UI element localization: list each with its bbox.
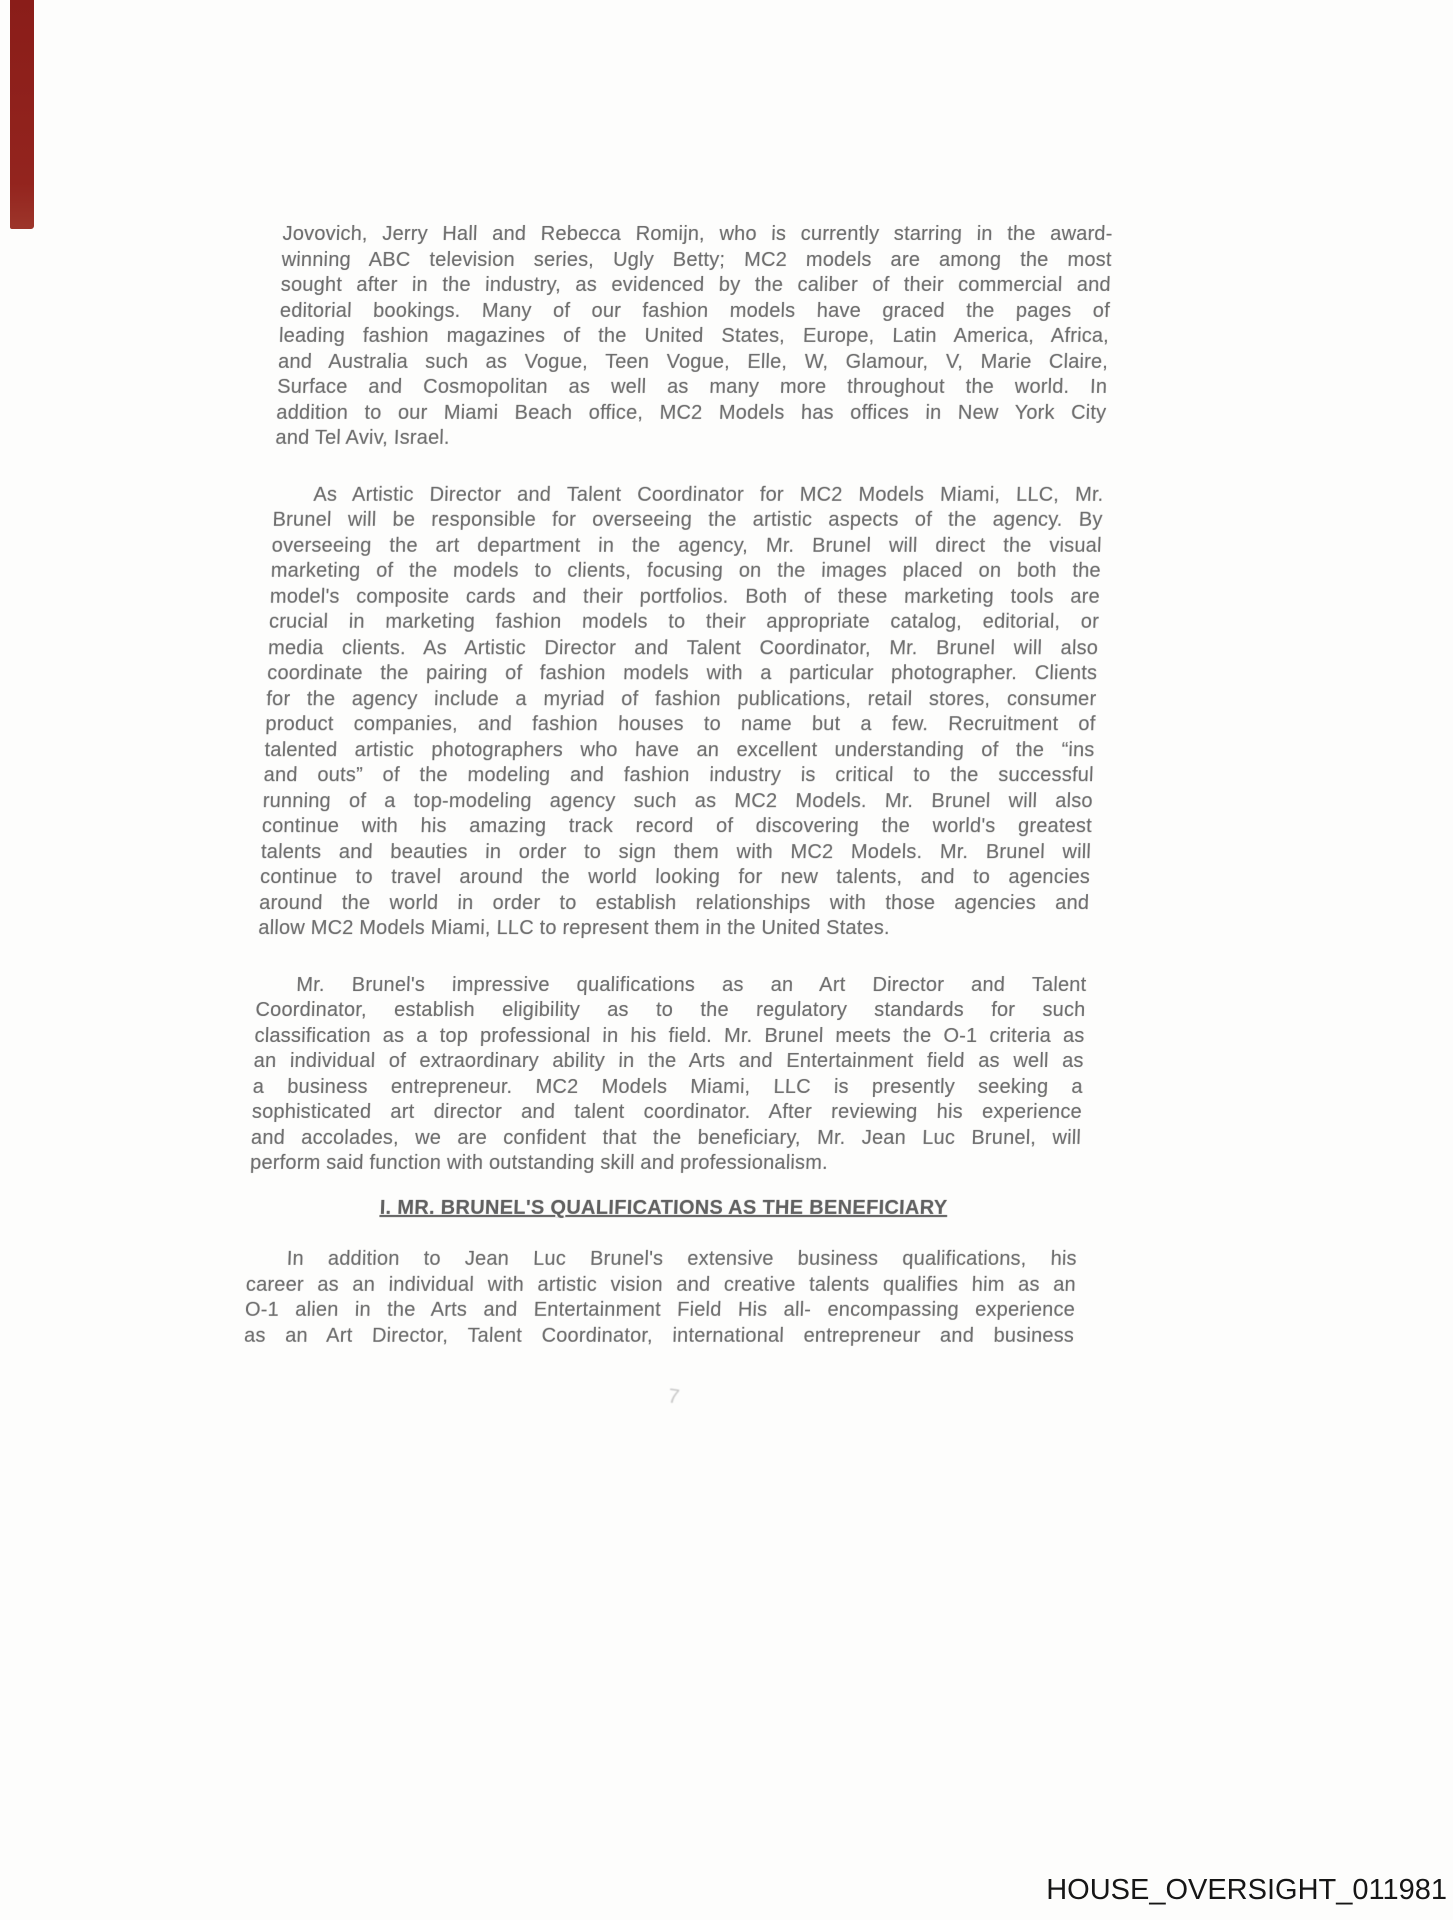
text-line: O-1 alien in the Arts and Entertainment Field His all- encompassing experience <box>244 1299 1076 1321</box>
text-line: Coordinator, establish eligibility as to the regulatory standards for such <box>255 999 1086 1021</box>
text-line: In addition to Jean Luc Brunel's extensive business qualifications, his <box>286 1248 1078 1270</box>
text-line: marketing of the models to clients, focusing on the images placed on both the <box>270 560 1102 582</box>
text-line: Brunel will be responsible for overseeing the artistic aspects of the agency. By <box>272 509 1103 531</box>
text-line: sought after in the industry, as evidenced by the caliber of their commercial and <box>280 274 1112 296</box>
text-line: talents and beauties in order to sign them with MC2 Models. Mr. Brunel will <box>260 840 1092 863</box>
text-line: leading fashion magazines of the United States, Europe, Latin America, Africa, <box>278 325 1110 347</box>
red-scan-mark <box>10 0 34 229</box>
text-line: and Australia such as Vogue, Teen Vogue, Elle, W, Glamour, V, Marie Claire, <box>277 350 1109 373</box>
text-line: Jovovich, Jerry Hall and Rebecca Romijn, who is currently starring in the award- <box>282 223 1113 245</box>
text-line: crucial in marketing fashion models to their appropriate catalog, editorial, or <box>268 611 1100 633</box>
document-body <box>243 222 1113 1380</box>
page-number: 7 <box>666 1385 681 1409</box>
section-heading: I. MR. BRUNEL'S QUALIFICATIONS AS THE BENEFICIARY <box>379 1196 948 1219</box>
text-line: coordinate the pairing of fashion models with a particular photographer. Clients <box>266 662 1098 684</box>
text-line: editorial bookings. Many of our fashion models have graced the pages of <box>279 299 1111 322</box>
text-line: continue with his amazing track record of discovering the world's greatest <box>261 815 1093 837</box>
bates-number: HOUSE_OVERSIGHT_011981 <box>1046 1874 1447 1906</box>
text-line: for the agency include a myriad of fashion publications, retail stores, consumer <box>265 687 1097 710</box>
text-line: talented artistic photographers who have an excellent understanding of the “ins <box>264 738 1095 761</box>
text-line: career as an individual with artistic vision and creative talents qualifies him as an <box>245 1273 1077 1296</box>
paragraph <box>258 483 1104 942</box>
text-line: winning ABC television series, Ugly Betty; MC2 models are among the most <box>281 248 1113 271</box>
text-line: Mr. Brunel's impressive qualifications as an Art Director and Talent <box>295 973 1087 996</box>
text-line: and Tel Aviv, Israel. <box>275 427 451 449</box>
text-line: Surface and Cosmopolitan as well as many more throughout the world. In <box>276 376 1108 398</box>
text-line: product companies, and fashion houses to name but a few. Recruitment of <box>265 713 1096 735</box>
text-line: running of a top-modeling agency such as MC2 Models. Mr. Brunel will also <box>262 789 1094 812</box>
text-line: and accolades, we are confident that the beneficiary, Mr. Jean Luc Brunel, will <box>250 1126 1082 1149</box>
text-line: continue to travel around the world looking for new talents, and to agencies <box>259 866 1091 888</box>
text-line: an individual of extraordinary ability in the Arts and Entertainment field as well as <box>253 1050 1085 1072</box>
text-line: as an Art Director, Talent Coordinator, international entrepreneur and business <box>243 1324 1075 1347</box>
paragraph <box>244 1247 1078 1349</box>
text-line: allow MC2 Models Miami, LLC to represent them in the United States. <box>257 917 891 939</box>
paragraph <box>275 222 1113 452</box>
paragraph <box>250 973 1087 1177</box>
text-line: overseeing the art department in the agency, Mr. Brunel will direct the visual <box>271 534 1103 557</box>
text-line: and outs” of the modeling and fashion industry is critical to the successful <box>263 764 1095 786</box>
text-line: a business entrepreneur. MC2 Models Miami, LLC is presently seeking a <box>252 1075 1084 1098</box>
text-line: perform said function with outstanding skill and professionalism. <box>249 1152 829 1174</box>
text-line: addition to our Miami Beach office, MC2 Models has offices in New York City <box>275 401 1107 424</box>
text-line: sophisticated art director and talent coordinator. After reviewing his experience <box>251 1101 1083 1123</box>
text-line: classification as a top professional in his field. Mr. Brunel meets the O-1 criteria as <box>254 1024 1085 1047</box>
text-line: media clients. As Artistic Director and Talent Coordinator, Mr. Brunel will also <box>267 636 1099 659</box>
text-line: model's composite cards and their portfolios. Both of these marketing tools are <box>269 585 1101 608</box>
text-line: around the world in order to establish relationships with those agencies and <box>258 891 1090 914</box>
text-line: As Artistic Director and Talent Coordinator for MC2 Models Miami, LLC, Mr. <box>313 483 1104 506</box>
